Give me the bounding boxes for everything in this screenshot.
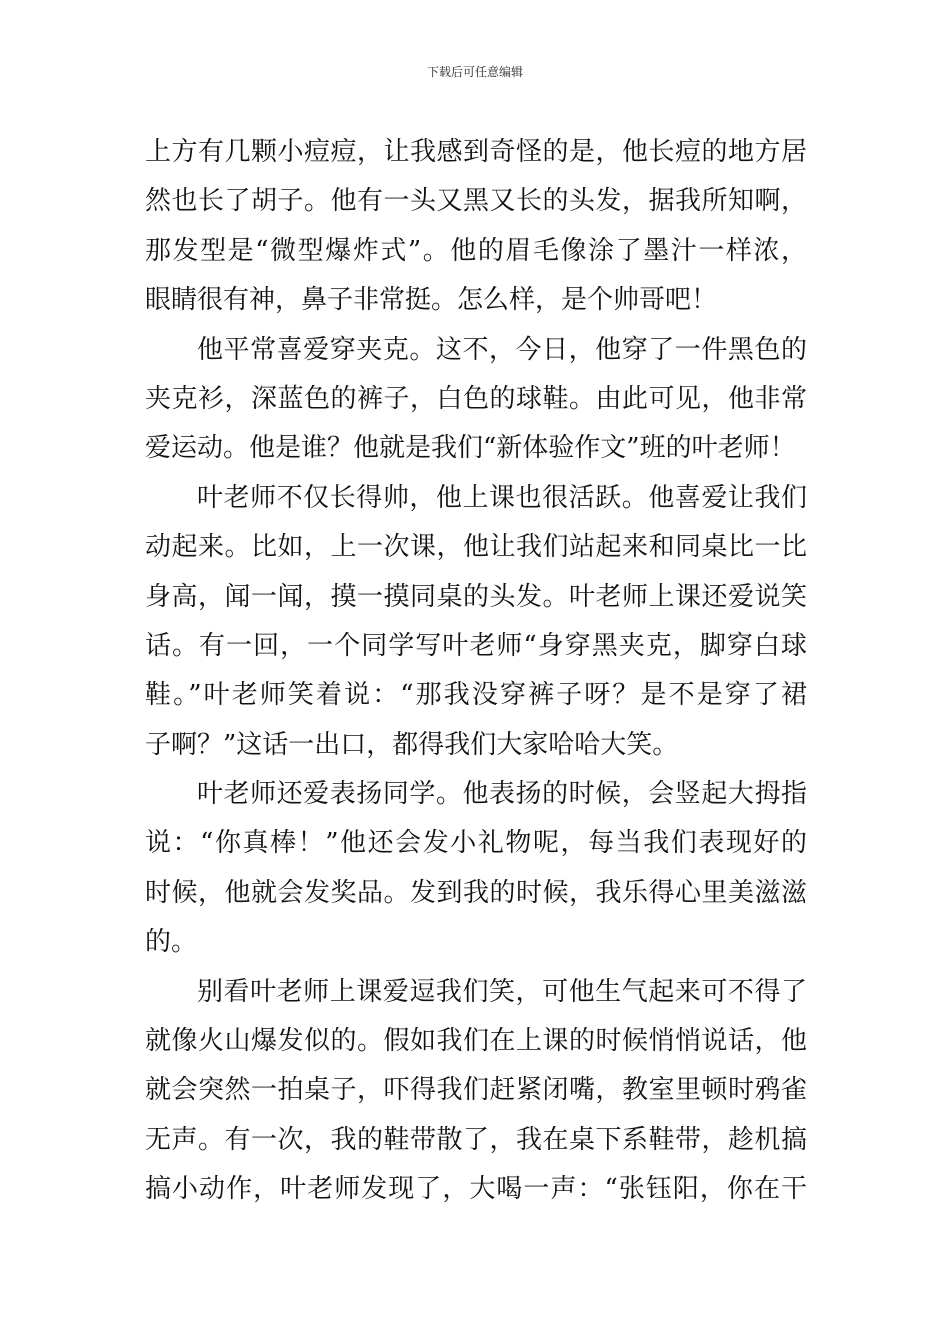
text-line: 然也长了胡子。他有一头又黑又长的头发，据我所知啊， <box>145 186 807 217</box>
text-line: 说：“你真棒！”他还会发小礼物呢，每当我们表现好的 <box>145 828 807 859</box>
text-line: 搞小动作，叶老师发现了，大喝一声：“张钰阳，你在干 <box>145 1174 807 1205</box>
text-line: 无声。有一次，我的鞋带散了，我在桌下系鞋带，趁机搞 <box>145 1124 807 1155</box>
text-line: 话。有一回，一个同学写叶老师“身穿黑夹克，脚穿白球 <box>145 630 807 661</box>
text-line: 时候，他就会发奖品。发到我的时候，我乐得心里美滋滋 <box>145 877 807 908</box>
text-line: 就像火山爆发似的。假如我们在上课的时候悄悄说话，他 <box>145 1026 807 1057</box>
essay-body <box>145 128 807 1215</box>
text-line: 动起来。比如，上一次课，他让我们站起来和同桌比一比 <box>145 532 807 563</box>
text-line: 夹克衫，深蓝色的裤子，白色的球鞋。由此可见，他非常 <box>145 383 807 414</box>
text-line: 眼睛很有神，鼻子非常挺。怎么样，是个帅哥吧！ <box>145 285 718 316</box>
text-line: 叶老师还爱表扬同学。他表扬的时候，会竖起大拇指 <box>197 779 807 810</box>
text-line: 别看叶老师上课爱逗我们笑，可他生气起来可不得了 <box>197 976 807 1007</box>
text-line: 子啊？”这话一出口，都得我们大家哈哈大笑。 <box>145 729 679 760</box>
text-line: 就会突然一拍桌子，吓得我们赶紧闭嘴，教室里顿时鸦雀 <box>145 1075 807 1106</box>
text-line: 他平常喜爱穿夹克。这不，今日，他穿了一件黑色的 <box>197 334 807 365</box>
text-line: 爱运动。他是谁？他就是我们“新体验作文”班的叶老师！ <box>145 433 796 464</box>
text-line: 的。 <box>145 927 198 958</box>
text-line: 叶老师不仅长得帅，他上课也很活跃。他喜爱让我们 <box>197 482 807 513</box>
text-line: 鞋。”叶老师笑着说：“那我没穿裤子呀？是不是穿了裙 <box>145 680 807 711</box>
text-line: 上方有几颗小痘痘，让我感到奇怪的是，他长痘的地方居 <box>145 137 807 167</box>
page-header: 下载后可任意编辑 <box>426 65 523 79</box>
text-line: 身高，闻一闻，摸一摸同桌的头发。叶老师上课还爱说笑 <box>145 581 807 612</box>
text-line: 那发型是“微型爆炸式”。他的眉毛像涂了墨汁一样浓， <box>145 235 807 266</box>
